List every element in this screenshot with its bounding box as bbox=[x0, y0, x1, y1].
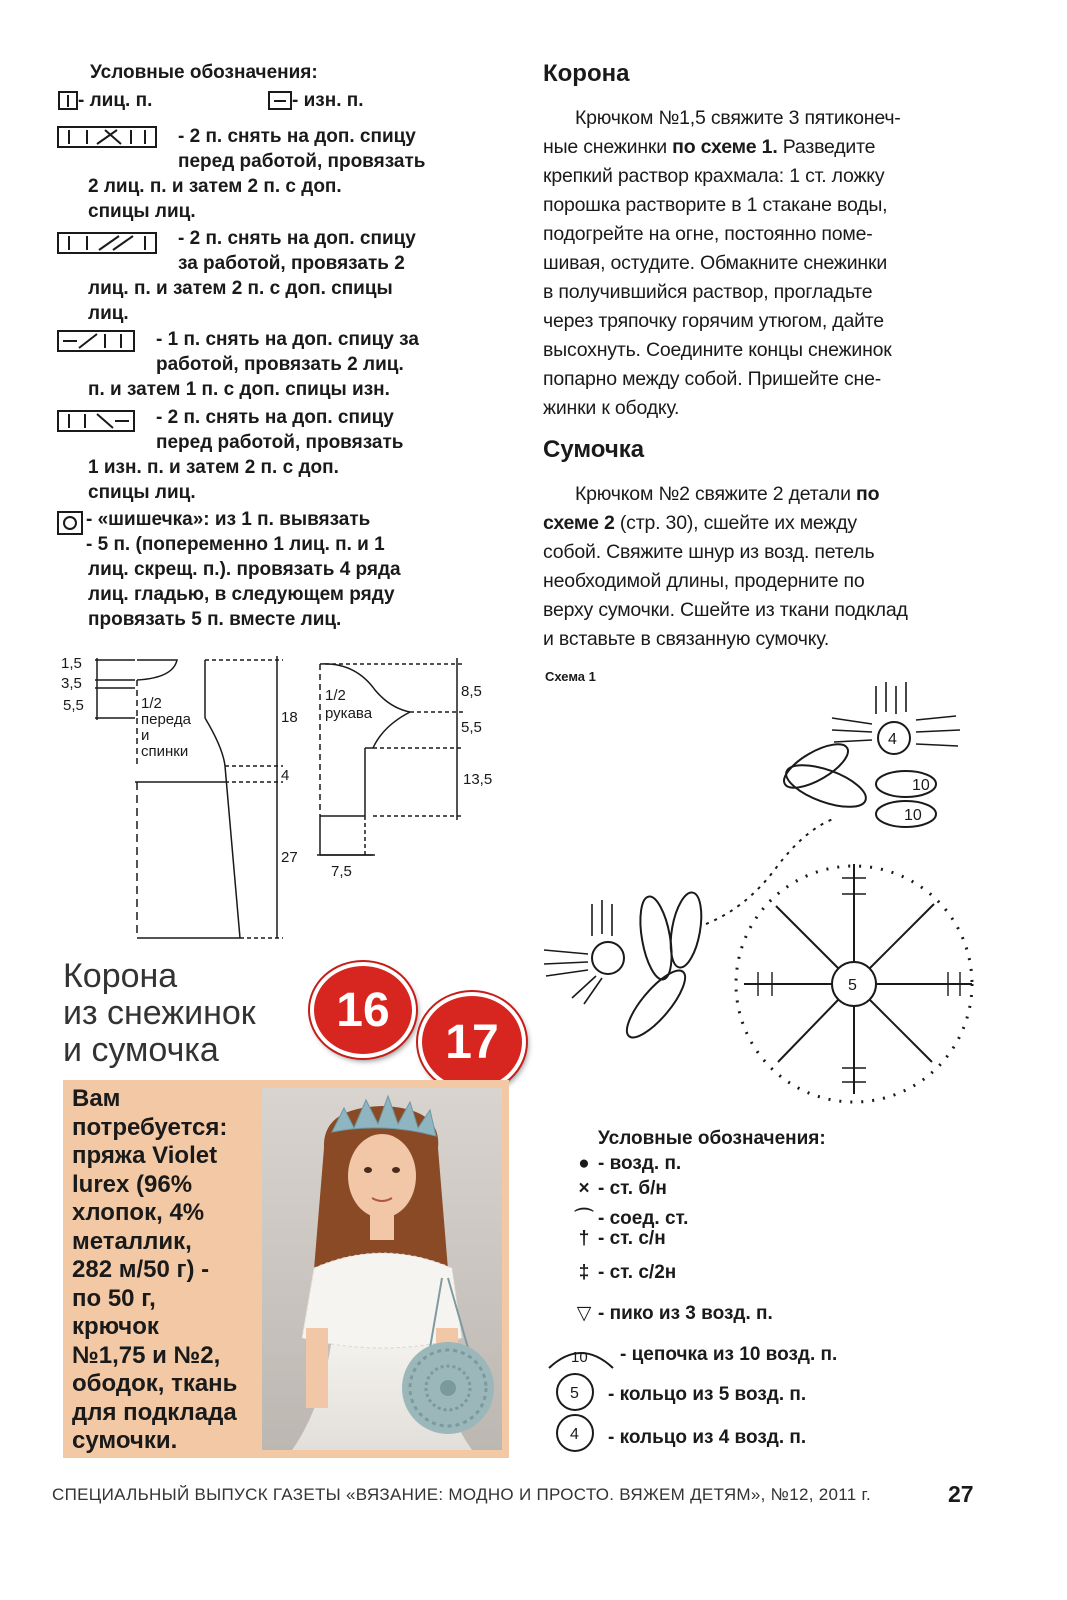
picot-icon: ▽ bbox=[576, 1303, 592, 1324]
svg-text:4: 4 bbox=[570, 1426, 579, 1443]
crown-text: Крючком №1,5 свяжите 3 пятиконеч- ные снежинки по схеме 1. Разведите крепкий раствор крахмала: 1 ст. ложку порошка растворите в 1 стакане воды, подогрейте на огне, постоянно поме- шивая, остудите. Обмакните снежинки в получившийся раствор, прогладьте через тряпочку горячим утюгом, дайте высохнуть. Соедините концы снежинок попарно между собой. Пришейте сне- жинки к ободку. bbox=[543, 107, 901, 419]
model-photo bbox=[262, 1088, 502, 1450]
dim-7: 8,5 bbox=[461, 683, 482, 700]
chain10-icon bbox=[545, 1342, 617, 1372]
legend-item5-e: провязать 5 п. вместе лиц. bbox=[88, 609, 342, 630]
badge-16: 16 bbox=[310, 962, 416, 1058]
legend-item3-c: п. и затем 1 п. с доп. спицы изн. bbox=[88, 379, 390, 400]
cable-purl-front-icon bbox=[57, 410, 135, 432]
legend-item4-d: спицы лиц. bbox=[88, 482, 196, 503]
legend-item4-a: - 2 п. снять на доп. спицу bbox=[156, 407, 394, 428]
legend-dc: † - ст. с/н bbox=[570, 1228, 666, 1250]
dim-3: 5,5 bbox=[63, 697, 84, 714]
page-number: 27 bbox=[948, 1481, 974, 1507]
article-title: Корона из снежинок и сумочка bbox=[63, 957, 256, 1069]
crochet-legend-title: Условные обозначения: bbox=[598, 1128, 826, 1149]
legend-ring4: - кольцо из 4 возд. п. bbox=[608, 1427, 807, 1448]
legend-item2-b: за работой, провязать 2 bbox=[178, 253, 405, 274]
legend-item4-b: перед работой, провязать bbox=[156, 432, 404, 453]
legend-item1-c: 2 лиц. п. и затем 2 п. с доп. bbox=[88, 176, 342, 197]
legend-item2-c: лиц. п. и затем 2 п. с доп. спицы bbox=[88, 278, 393, 299]
legend-tr: ‡ - ст. с/2н bbox=[570, 1262, 676, 1284]
legend-item5-a: - «шишечка»: из 1 п. вывязать bbox=[86, 509, 371, 530]
svg-text:5: 5 bbox=[570, 1385, 579, 1402]
scheme-label-5: 5 bbox=[848, 977, 857, 994]
dim-10: 7,5 bbox=[331, 863, 352, 880]
cross-icon: × bbox=[578, 1178, 590, 1199]
legend-slip: ⌒ - соед. ст. bbox=[570, 1203, 688, 1230]
knit-legend-title: Условные обозначения: bbox=[90, 62, 318, 83]
dim-1: 1,5 bbox=[61, 655, 82, 672]
scheme-label-10b: 10 bbox=[904, 807, 922, 824]
front-label-1: 1/2 bbox=[141, 695, 162, 712]
legend-picot: ▽ - пико из 3 возд. п. bbox=[570, 1302, 773, 1325]
bag-heading: Сумочка bbox=[543, 436, 645, 463]
dim-9: 13,5 bbox=[463, 771, 493, 788]
dim-6: 27 bbox=[281, 849, 298, 866]
front-label-2: переда bbox=[141, 711, 191, 728]
legend-item3-b: работой, провязать 2 лиц. bbox=[156, 354, 404, 375]
legend-purl: - изн. п. bbox=[268, 88, 364, 114]
cable-back-4-icon bbox=[57, 232, 157, 254]
cable-purl-back-icon bbox=[57, 330, 135, 352]
sleeve-label-2: рукава bbox=[325, 705, 373, 722]
bobble-icon bbox=[57, 511, 83, 535]
crochet-scheme bbox=[536, 668, 976, 1108]
front-label-4: спинки bbox=[141, 743, 189, 760]
dim-8: 5,5 bbox=[461, 719, 482, 736]
crown-heading: Корона bbox=[543, 60, 630, 87]
arc-icon: ⌒ bbox=[574, 1208, 594, 1229]
svg-text:10: 10 bbox=[571, 1349, 588, 1366]
legend-ring5: - кольцо из 5 возд. п. bbox=[608, 1384, 807, 1405]
scheme-caption: Схема 1 bbox=[545, 669, 596, 684]
front-label-3: и bbox=[141, 727, 150, 744]
legend-item2-a: - 2 п. снять на доп. спицу bbox=[178, 228, 416, 249]
materials-text: Вам потребуется: пряжа Violet lurex (96% хлопок, 4% металлик, 282 м/50 г) - по 50 г, крючок №1,75 и №2, ободок, ткань для подклада сумочки. bbox=[72, 1085, 238, 1454]
pattern-drawing bbox=[55, 648, 493, 948]
dot-icon: ● bbox=[578, 1153, 590, 1174]
legend-item3-a: - 1 п. снять на доп. спицу за bbox=[156, 329, 419, 350]
legend-item5-d: лиц. гладью, в следующем ряду bbox=[88, 584, 395, 605]
legend-item4-c: 1 изн. п. и затем 2 п. с доп. bbox=[88, 457, 339, 478]
sleeve-label-1: 1/2 bbox=[325, 687, 346, 704]
tr-icon: ‡ bbox=[578, 1262, 590, 1283]
footer-text: СПЕЦИАЛЬНЫЙ ВЫПУСК ГАЗЕТЫ «ВЯЗАНИЕ: МОДНО И ПРОСТО. ВЯЖЕМ ДЕТЯМ», №12, 2011 г. bbox=[52, 1485, 871, 1504]
cable-front-4-icon bbox=[57, 126, 157, 148]
legend-chain: ● - возд. п. bbox=[570, 1153, 681, 1175]
badge-17: 17 bbox=[418, 992, 526, 1092]
legend-knit: - лиц. п. bbox=[58, 88, 152, 114]
legend-item1-d: спицы лиц. bbox=[88, 201, 196, 222]
legend-item1-a: - 2 п. снять на доп. спицу bbox=[178, 126, 416, 147]
dim-2: 3,5 bbox=[61, 675, 82, 692]
dim-4: 18 bbox=[281, 709, 298, 726]
purl-stitch-icon bbox=[268, 91, 292, 110]
ring4-icon bbox=[554, 1413, 598, 1453]
bag-text: Крючком №2 свяжите 2 детали по схеме 2 (стр. 30), сшейте их между собой. Свяжите шнур из возд. петель необходимой длины, продерните по верху сумочки. Сшейте из ткани подклад и вставьте в связанную сумочку. bbox=[543, 483, 908, 650]
knit-stitch-icon bbox=[58, 91, 78, 110]
legend-item2-d: лиц. bbox=[88, 303, 129, 324]
legend-item1-b: перед работой, провязать bbox=[178, 151, 426, 172]
scheme-label-10a: 10 bbox=[912, 777, 930, 794]
scheme-label-4: 4 bbox=[888, 731, 897, 748]
legend-chain10: - цепочка из 10 возд. п. bbox=[620, 1344, 838, 1365]
dim-5: 4 bbox=[281, 767, 290, 784]
ring5-icon bbox=[554, 1372, 598, 1412]
legend-item5-b: - 5 п. (попеременно 1 лиц. п. и 1 bbox=[86, 534, 385, 555]
dc-icon: † bbox=[578, 1228, 590, 1249]
legend-sc: × - ст. б/н bbox=[570, 1178, 667, 1200]
legend-item5-c: лиц. скрещ. п.). провязать 4 ряда bbox=[88, 559, 401, 580]
